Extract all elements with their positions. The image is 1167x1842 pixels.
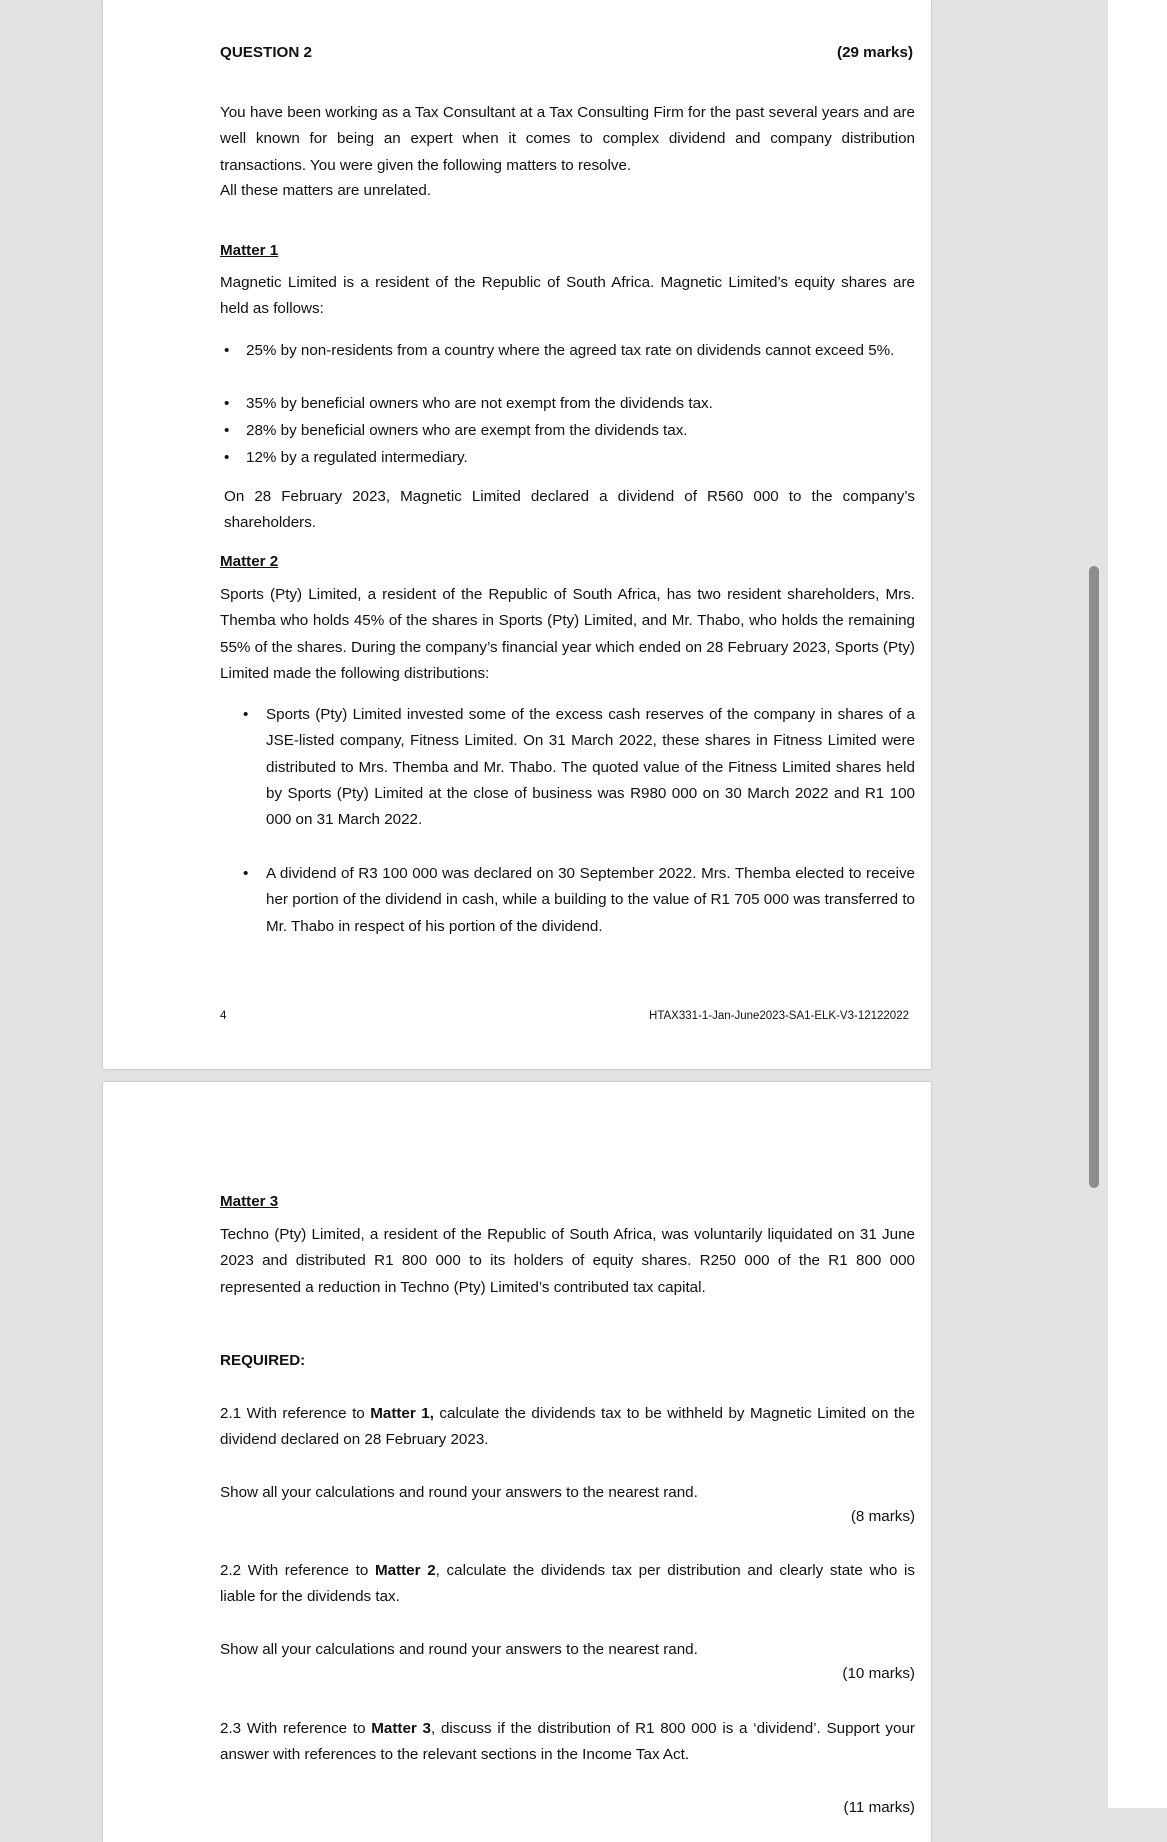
matter1-dividend-declaration: On 28 February 2023, Magnetic Limited declared a dividend of R560 000 to the company’s shareholders. xyxy=(224,488,915,532)
question-2-3 xyxy=(220,1716,915,1769)
q21-matter-ref: Matter 1, xyxy=(370,1405,434,1422)
question-marks: (29 marks) xyxy=(837,44,913,61)
matter1-heading: Matter 1 xyxy=(220,242,279,259)
q22-suffix: , calculate the dividends tax per distribution and clearly state who is liable for the dividends tax. xyxy=(220,1562,915,1606)
intro-unrelated-line: All these matters are unrelated. xyxy=(220,182,432,199)
q23-marks: (11 marks) xyxy=(843,1799,915,1816)
matter2-bullet-2: A dividend of R3 100 000 was declared on 30 September 2022. Mrs. Themba elected to receive her portion of the dividend in cash, while a building to the value of R1 705 000 was transferred to Mr. Thabo in respect of his portion of the dividend. xyxy=(266,865,915,935)
matter1-bullet-4: 12% by a regulated intermediary. xyxy=(246,449,468,466)
q22-instruction: Show all your calculations and round your answers to the nearest rand. xyxy=(220,1641,698,1658)
document-page-1 xyxy=(103,0,931,1069)
matter2-heading: Matter 2 xyxy=(220,553,279,570)
matter3-heading: Matter 3 xyxy=(220,1193,279,1210)
required-heading: REQUIRED: xyxy=(220,1352,306,1369)
bullet-marker: • xyxy=(243,865,249,882)
document-page-2 xyxy=(103,1082,931,1842)
question-title: QUESTION 2 xyxy=(220,44,312,61)
matter3-text: Techno (Pty) Limited, a resident of the Republic of South Africa, was voluntarily liquidated on 31 June 2023 and distributed R1 800 000 to its holders of equity shares. R250 000 of the R1 800 000 represented a reduction in Techno (Pty) Limited’s contributed tax capital. xyxy=(220,1226,915,1296)
matter1-bullet-2: 35% by beneficial owners who are not exempt from the dividends tax. xyxy=(246,395,713,412)
footer-page-number: 4 xyxy=(220,1010,227,1022)
q21-marks: (8 marks) xyxy=(850,1508,915,1525)
matter2-bullet-1: Sports (Pty) Limited invested some of the excess cash reserves of the company in shares of a JSE-listed company, Fitness Limited. On 31 March 2022, these shares in Fitness Limited were distributed to Mrs. Themba and Mr. Thabo. The quoted value of the Fitness Limited shares held by Sports (Pty) Limited at the close of business was R980 000 on 30 March 2022 and R1 100 000 on 31 March 2022. xyxy=(266,706,915,829)
q23-prefix: 2.3 With reference to xyxy=(220,1720,372,1737)
intro-paragraph: You have been working as a Tax Consultant at a Tax Consulting Firm for the past several years and are well known for being an expert when it comes to complex dividend and company distribution transactions. You were given the following matters to resolve. xyxy=(220,104,915,174)
q21-instruction: Show all your calculations and round your answers to the nearest rand. xyxy=(220,1484,698,1501)
bullet-marker: • xyxy=(224,449,230,466)
q22-matter-ref: Matter 2 xyxy=(374,1562,436,1579)
bullet-marker: • xyxy=(243,706,249,723)
matter1-bullet-3: 28% by beneficial owners who are exempt from the dividends tax. xyxy=(246,422,688,439)
viewer-side-panel xyxy=(1108,0,1167,1808)
question-2-2 xyxy=(220,1558,915,1611)
scrollbar-thumb[interactable] xyxy=(1089,566,1099,1188)
q22-prefix: 2.2 With reference to xyxy=(220,1562,375,1579)
q22-marks: (10 marks) xyxy=(842,1665,915,1682)
q23-suffix: , discuss if the distribution of R1 800 000 is a ‘dividend’. Support your answer with references to the relevant sections in the Income Tax Act. xyxy=(220,1720,915,1764)
q23-matter-ref: Matter 3 xyxy=(371,1720,431,1737)
matter1-text: Magnetic Limited is a resident of the Republic of South Africa. Magnetic Limited’s equity shares are held as follows: xyxy=(220,274,915,318)
bullet-marker: • xyxy=(224,342,230,359)
bullet-marker: • xyxy=(224,395,230,412)
question-2-1 xyxy=(220,1401,915,1454)
footer-document-code: HTAX331-1-Jan-June2023-SA1-ELK-V3-12122022 xyxy=(649,1010,909,1022)
q21-prefix: 2.1 With reference to xyxy=(220,1405,371,1422)
q21-suffix: calculate the dividends tax to be withheld by Magnetic Limited on the dividend declared on 28 February 2023. xyxy=(220,1405,915,1449)
matter2-text: Sports (Pty) Limited, a resident of the Republic of South Africa, has two resident shareholders, Mrs. Themba who holds 45% of the shares in Sports (Pty) Limited, and Mr. Thabo, who holds the remaining 55% of the shares. During the company’s financial year which ended on 28 February 2023, Sports (Pty) Limited made the following distributions: xyxy=(220,586,915,682)
bullet-marker: • xyxy=(224,422,230,439)
matter1-bullet-1: 25% by non-residents from a country where the agreed tax rate on dividends cannot exceed 5%. xyxy=(246,342,895,359)
